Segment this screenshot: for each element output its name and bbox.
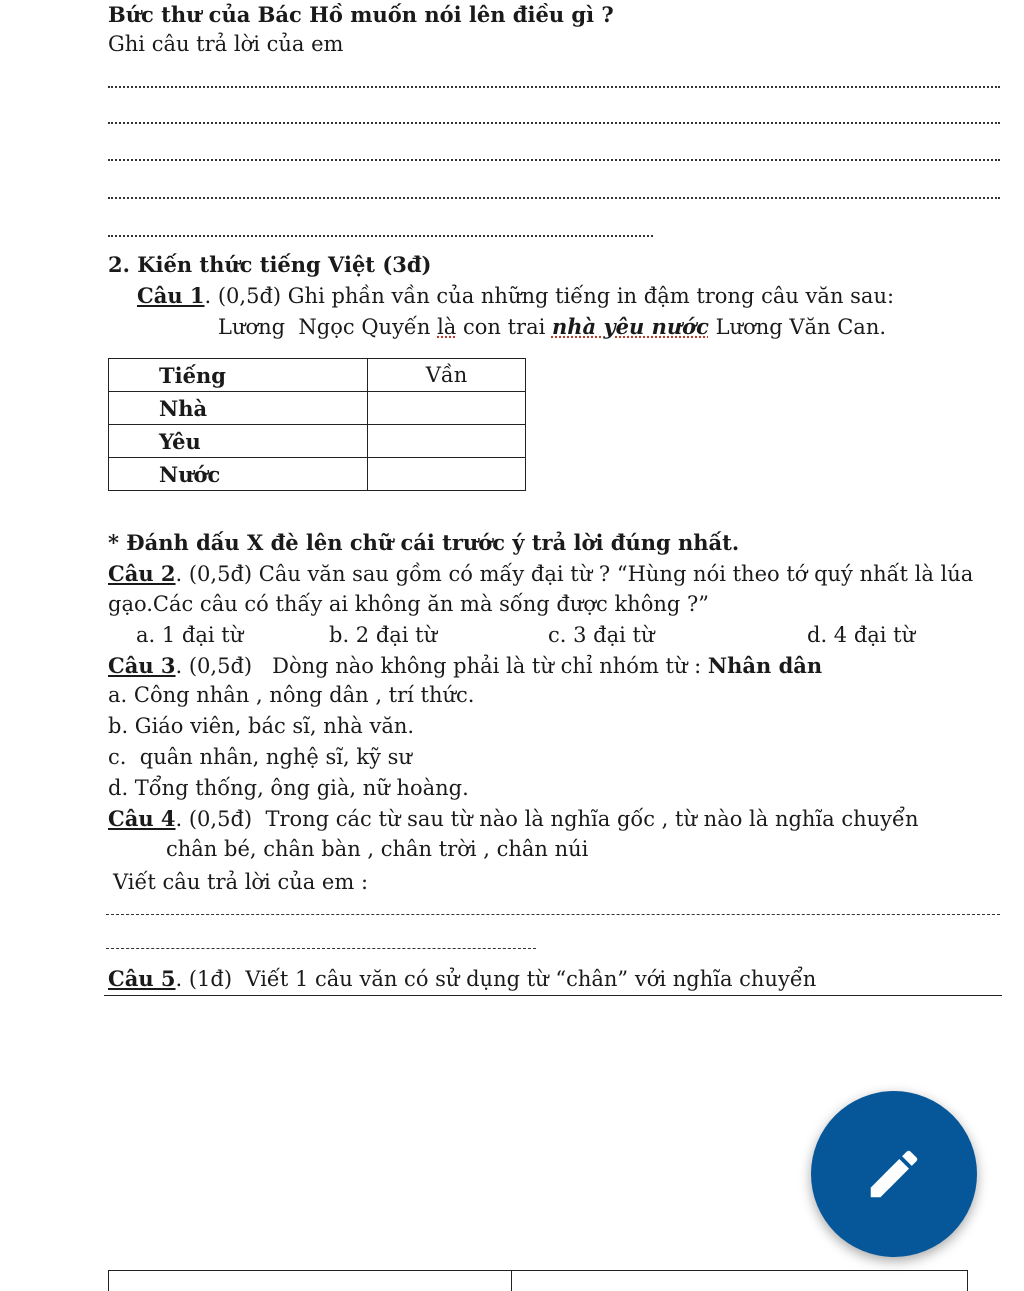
question-2-text: . (0,5đ) Câu văn sau gồm có mấy đại từ ? “Hùng nói theo tớ quý nhất là lúa [175, 562, 974, 586]
option-d[interactable]: d. 4 đại từ [807, 623, 916, 647]
question-4-label: Câu 4 [108, 806, 176, 831]
question-1-label: Câu 1 [137, 283, 205, 308]
rhyme-table [108, 358, 526, 491]
answer-prompt: Ghi câu trả lời của em [108, 32, 344, 56]
question-5-text: . (1đ) Viết 1 câu văn có sử dụng từ “chân” với nghĩa chuyển [175, 967, 817, 991]
sentence-bold-words: nhà yêu nước [551, 314, 709, 339]
option-a[interactable]: a. Công nhân , nông dân , trí thức. [108, 683, 475, 707]
answer-line[interactable] [104, 995, 1002, 996]
question-4-answer-prompt: Viết câu trả lời của em : [113, 870, 369, 894]
question-3-label: Câu 3 [108, 653, 176, 678]
option-c[interactable]: c. 3 đại từ [548, 623, 655, 647]
table-row [109, 458, 526, 491]
table-header-tieng: Tiếng [109, 359, 368, 392]
question-4-text: . (0,5đ) Trong các từ sau từ nào là nghĩa gốc , từ nào là nghĩa chuyển [175, 807, 919, 831]
option-c[interactable]: c. quân nhân, nghệ sĩ, kỹ sư [108, 745, 412, 769]
question-3-term: Nhân dân [707, 653, 823, 678]
question-3-text: . (0,5đ) Dòng nào không phải là từ chỉ nhóm từ : [175, 654, 708, 678]
question-1-text: . (0,5đ) Ghi phần vần của những tiếng in đậm trong câu văn sau: [204, 284, 895, 308]
table-header-row [109, 359, 526, 392]
table-cell-word: Nhà [109, 392, 368, 425]
option-b[interactable]: b. 2 đại từ [329, 623, 438, 647]
table-cell-answer[interactable] [368, 425, 526, 458]
pencil-icon [863, 1143, 925, 1205]
table-cell-answer[interactable] [368, 392, 526, 425]
table-row [109, 425, 526, 458]
question-3 [108, 655, 822, 677]
question-1-sentence [218, 316, 886, 338]
answer-line[interactable] [106, 914, 1000, 915]
answer-line-1[interactable] [108, 86, 1000, 88]
question-5 [108, 968, 816, 990]
question-2 [108, 563, 973, 585]
question-1 [137, 285, 894, 307]
sentence-part: Lương Ngọc Quyến [218, 315, 438, 339]
option-a[interactable]: a. 1 đại từ [136, 623, 244, 647]
table-divider [511, 1271, 512, 1291]
sentence-part-la: là [437, 315, 457, 339]
answer-line-5[interactable] [108, 235, 653, 237]
answer-line-2[interactable] [108, 122, 1000, 124]
answer-line[interactable] [106, 948, 536, 949]
option-b[interactable]: b. Giáo viên, bác sĩ, nhà văn. [108, 714, 415, 738]
instruction: * Đánh dấu X đè lên chữ cái trước ý trả lời đúng nhất. [108, 530, 740, 555]
edit-button[interactable] [811, 1091, 977, 1257]
question-2-label: Câu 2 [108, 561, 176, 586]
table-cell-word: Nước [109, 458, 368, 491]
table-cell-word: Yêu [109, 425, 368, 458]
sentence-part: con trai [456, 315, 552, 339]
question-5-label: Câu 5 [108, 966, 176, 991]
table-cell-answer[interactable] [368, 458, 526, 491]
question-2-text-line2: gạo.Các câu có thấy ai không ăn mà sống được không ?” [108, 592, 709, 616]
question-4 [108, 808, 918, 830]
table-header-van: Vần [368, 359, 526, 392]
table-row [109, 392, 526, 425]
question-4-words: chân bé, chân bàn , chân trời , chân núi [166, 837, 589, 861]
answer-line-4[interactable] [108, 197, 1000, 199]
section-heading: 2. Kiến thức tiếng Việt (3đ) [108, 252, 432, 277]
sentence-part: Lương Văn Can. [708, 315, 887, 339]
option-d[interactable]: d. Tổng thống, ông già, nữ hoàng. [108, 776, 469, 800]
question-title: Bức thư của Bác Hồ muốn nói lên điều gì ? [108, 2, 614, 27]
cropped-table [108, 1270, 968, 1291]
answer-line-3[interactable] [108, 159, 1000, 161]
